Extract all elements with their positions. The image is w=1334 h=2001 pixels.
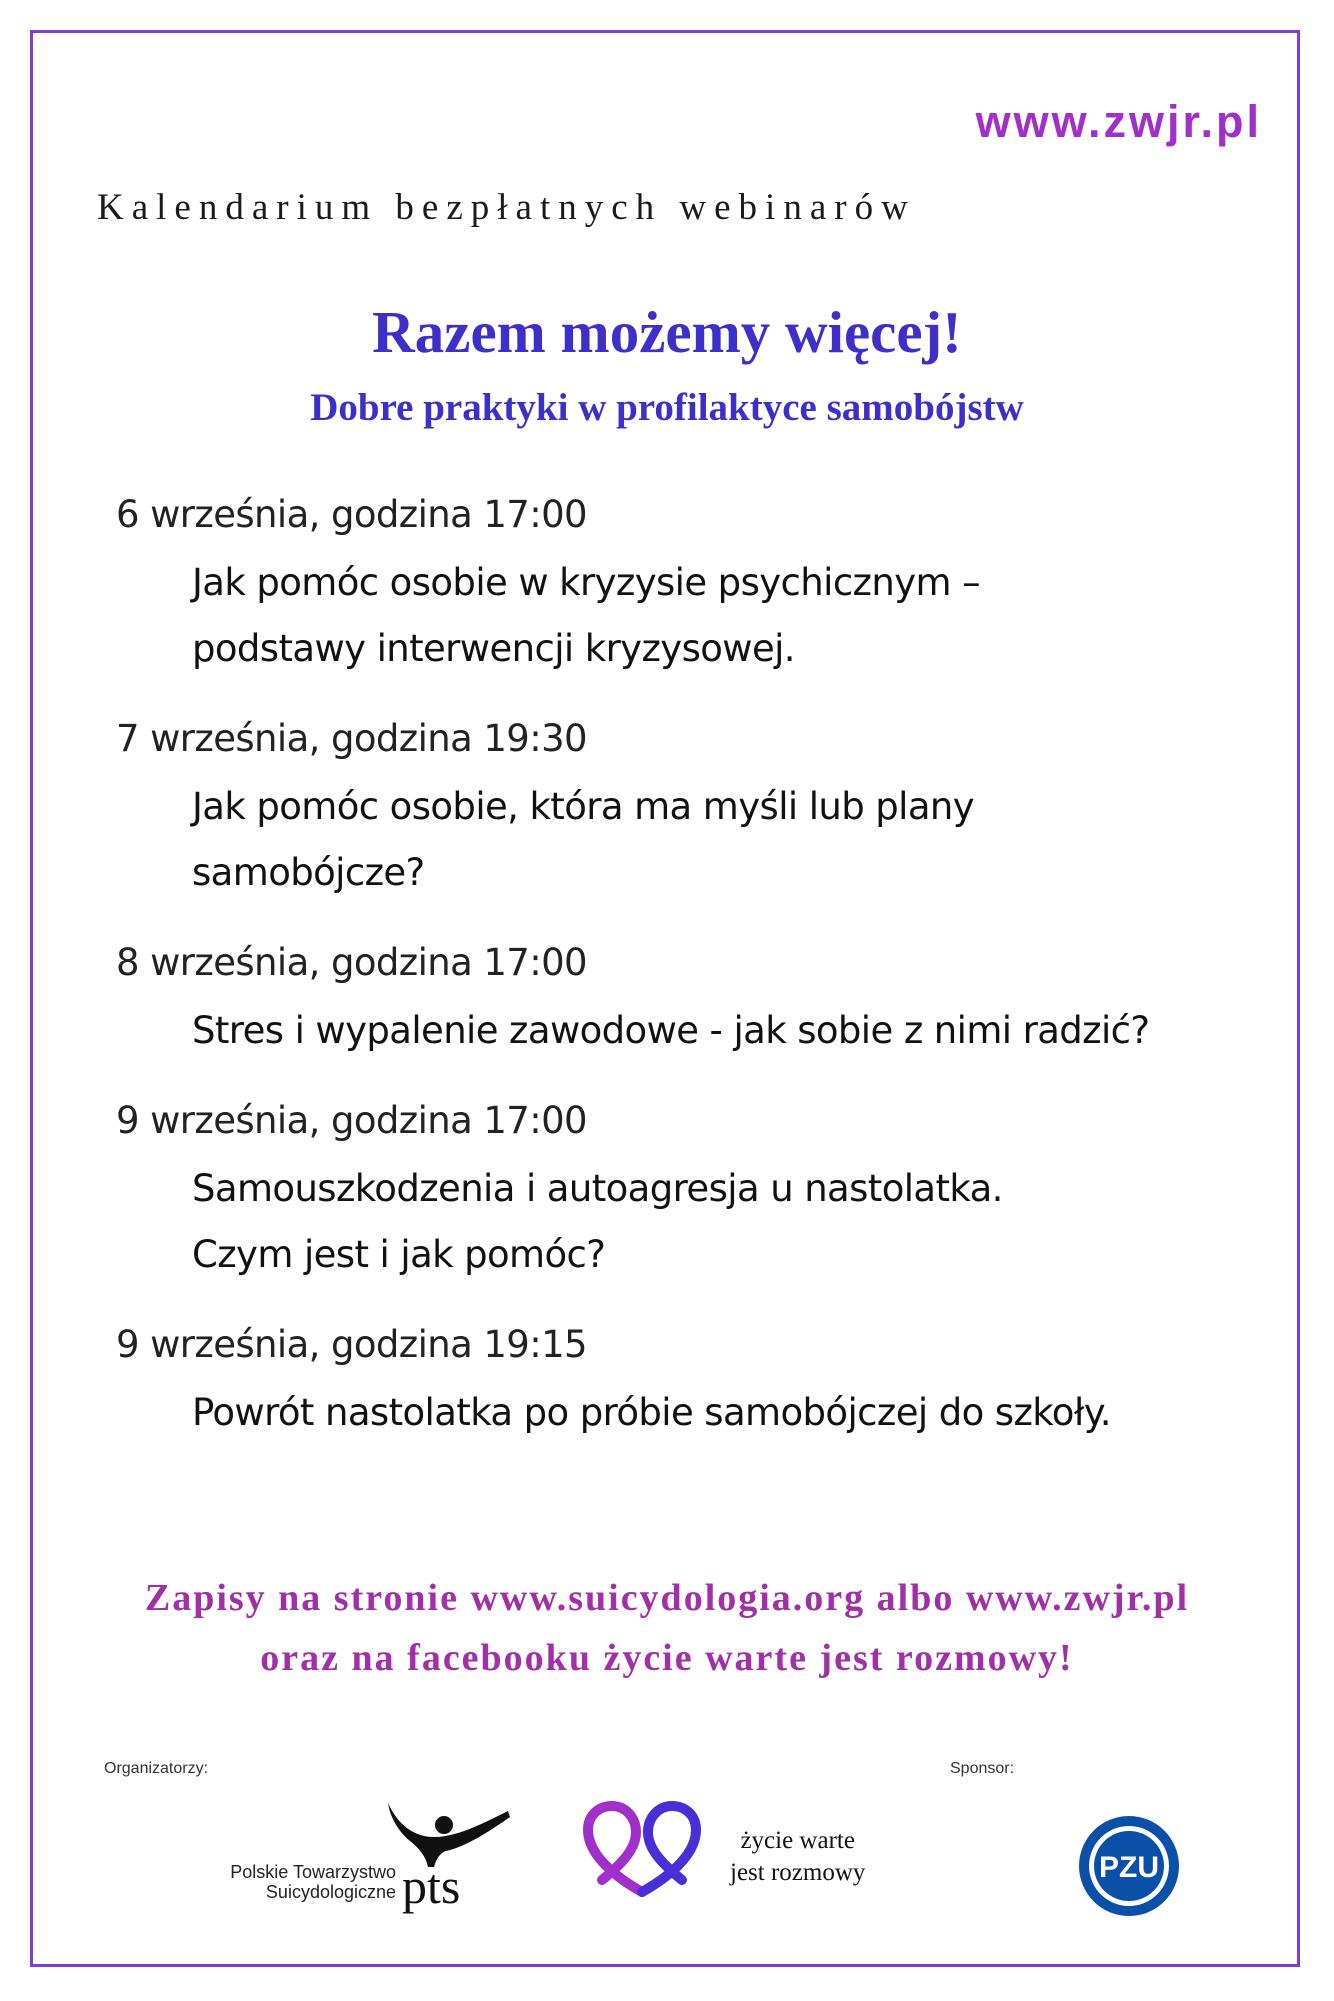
pzu-logo-icon [1077, 1814, 1181, 1918]
zwjr-line-2: jest rozmowy [730, 1859, 866, 1886]
subtitle: Dobre praktyki w profilaktyce samobójstw [310, 386, 1024, 429]
pts-logo-icon [384, 1795, 514, 1915]
webinar-item [116, 938, 1236, 1064]
webinar-item [116, 490, 1236, 682]
pzu-logo-text: PZU [1099, 1851, 1159, 1884]
pts-logo-text: pts [402, 1858, 461, 1914]
webinar-item [116, 1320, 1236, 1446]
webinar-date: 7 września, godzina 19:30 [116, 717, 587, 760]
ribbon-right-loop [642, 1806, 696, 1892]
website-url[interactable]: www.zwjr.pl [975, 96, 1262, 147]
signup-line-2: oraz na facebooku życie warte jest rozmowy! [260, 1637, 1074, 1679]
sponsor-label: Sponsor: [950, 1760, 1015, 1777]
webinar-list [116, 490, 1236, 1478]
ribbon-logo-icon [580, 1800, 710, 1900]
webinar-title: Jak pomóc osobie w kryzysie psychicznym – podstawy interwencji kryzysowej. [192, 561, 981, 670]
webinar-title: Samouszkodzenia i autoagresja u nastolatka. Czym jest i jak pomóc? [192, 1167, 1003, 1276]
calendar-heading: Kalendarium bezpłatnych webinarów [97, 187, 916, 228]
pts-figure-head [435, 1816, 453, 1834]
signup-info [0, 1568, 1334, 1688]
webinar-title: Powrót nastolatka po próbie samobójczej do szkoły. [192, 1391, 1111, 1434]
webinar-item [116, 714, 1236, 906]
pts-name-line-1: Polskie Towarzystwo [230, 1862, 396, 1882]
webinar-date: 6 września, godzina 17:00 [116, 493, 587, 536]
zwjr-logo-text [730, 1825, 865, 1889]
webinar-title: Jak pomóc osobie, która ma myśli lub plany samobójcze? [192, 785, 975, 894]
ribbon-left-loop [588, 1806, 642, 1892]
webinar-title: Stres i wypalenie zawodowe - jak sobie z nimi radzić? [192, 1009, 1150, 1052]
organizers-label: Organizatorzy: [104, 1760, 209, 1777]
pts-name-line-2: Suicydologiczne [265, 1882, 396, 1902]
webinar-date: 9 września, godzina 19:15 [116, 1323, 587, 1366]
webinar-date: 8 września, godzina 17:00 [116, 941, 587, 984]
signup-line-1: Zapisy na stronie www.suicydologia.org albo www.zwjr.pl [144, 1577, 1190, 1619]
zwjr-line-1: życie warte [740, 1827, 855, 1854]
pts-organization-name [230, 1862, 396, 1902]
main-title: Razem możemy więcej! [372, 299, 962, 365]
webinar-date: 9 września, godzina 17:00 [116, 1099, 587, 1142]
webinar-item [116, 1096, 1236, 1288]
